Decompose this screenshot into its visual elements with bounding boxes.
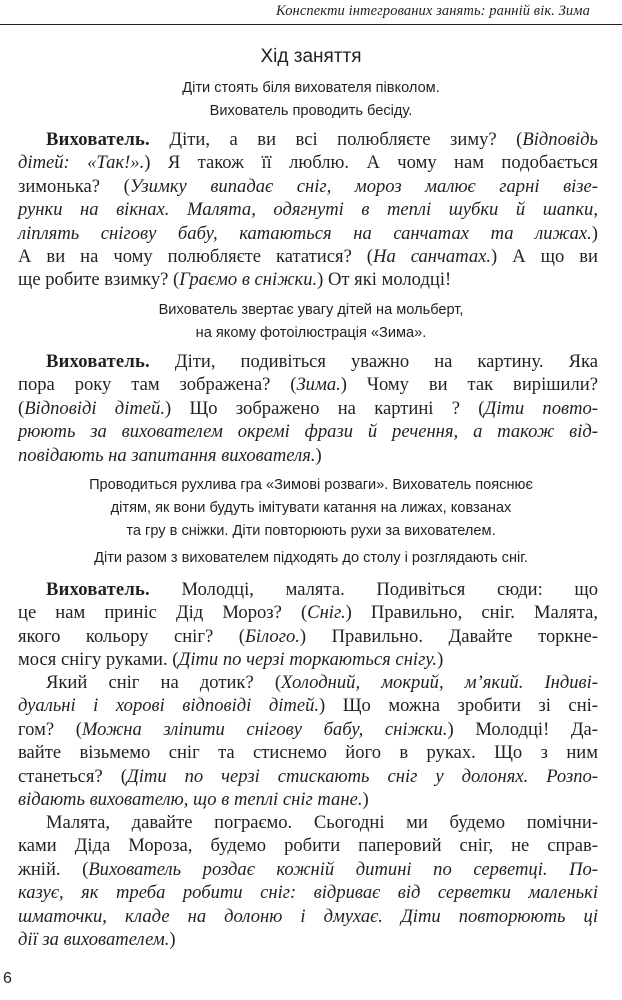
note-line: Вихователь проводить бесіду. [209,103,413,119]
text-line [18,350,598,373]
text-line: рюють за вихователем окремі фрази й речення, а також від- [18,421,598,443]
note-line: дітям, як вони будуть імітувати катання на лижах, ковзанах [110,500,512,516]
text-span: ще робите взимку? ( [18,269,180,291]
text-span: ) Молодці! Да- [447,718,599,740]
text-span: ) Я також її люблю. А чому нам подобається [144,152,598,174]
paragraph-4 [18,671,598,811]
text-span: Діти повто- [484,397,598,419]
stage-direction-2 [0,299,622,345]
stage-direction-4 [0,547,622,570]
text-line [18,222,598,245]
text-line: рунки на вікнах. Малята, одягнуті в теплі шубки й шапки, [18,199,598,221]
text-span: це нам приніс Дід Мороз? ( [18,602,308,624]
text-line: казує, як треба робити сніг: відриває від серветки маленькі [18,882,598,904]
text-span: Граємо в сніжки. [179,269,318,291]
note-line: Проводиться рухлива гра «Зимові розваги». Вихователь пояснює [89,477,533,493]
text-line [18,625,598,648]
text-span: Діти, подивіться уважно на картину. Яка [149,351,598,372]
text-span: ліплять снігову бабу, катаються на санчатах та лижах. [18,222,592,244]
note-line: Вихователь звертає увагу дітей на мольберт, [158,302,464,318]
text-span: зимонька? ( [18,175,130,197]
speaker-label: Вихователь. [46,351,150,372]
text-span: Діти, а ви всі полюбляєте зиму? ( [149,129,523,150]
text-line [18,601,598,624]
text-line: вайте візьмемо сніг та стиснемо його в руках. Що з ним [18,742,598,764]
text-span: дії за вихователем. [18,929,170,951]
text-line [18,788,598,811]
text-line [18,928,598,951]
text-line [18,858,598,881]
text-span: ( [18,397,25,419]
paragraph-2 [18,350,598,467]
text-span: відають вихователю, що в теплі сніг тане. [18,789,363,811]
text-line: Малята, давайте пограємо. Сьогодні ми будемо помічни- [46,812,598,833]
text-span: ) Що можна зробити зі сні- [319,695,598,717]
text-span: Відповідь [522,129,598,150]
text-span: пора року там зображена? ( [18,374,297,396]
text-span: Можна зліпити снігову бабу, сніжки. [81,718,448,740]
note-line: та гру в сніжки. Діти повторюють рухи за вихователем. [126,523,496,539]
text-span: ) [591,222,598,244]
note-line: Діти разом з вихователем підходять до столу і розглядають сніг. [94,550,528,566]
paragraph-3 [18,578,598,672]
text-span: Зима. [296,374,341,396]
text-span: ) Чому ви так вирішили? [340,374,598,396]
text-span: Холодний, мокрий, м’який. Індиві- [281,672,598,693]
text-line: шматочки, кладе на долоню і дмухає. Діти повторюють ці [18,905,598,927]
text-line [18,694,598,717]
text-span: Білого. [244,625,300,647]
text-span: гом? ( [18,718,82,740]
note-line: Діти стоять біля вихователя півколом. [182,80,440,96]
section-title: Хід заняття [260,46,362,67]
text-span: жній. ( [18,858,89,880]
text-line [18,718,598,741]
text-span: мося снігу руками. ( [18,649,179,671]
text-line [18,397,598,420]
text-line [18,175,598,198]
text-span: ) [169,929,176,951]
text-span: Вихователь роздає кожній дитині по серветці. По- [88,858,598,880]
running-title: Конспекти інтегрованих занять: ранній вік. Зима [276,3,590,19]
text-span: Діти по черзі стискають сніг у долонях. Розпо- [126,765,598,787]
text-span: ) [315,444,322,466]
text-line [18,373,598,396]
text-span: Відповіді дітей. [24,397,166,419]
text-span: дітей: «Так!». [18,152,145,174]
speaker-label: Вихователь. [46,579,150,600]
text-line [18,578,598,601]
text-span: ) А що ви [491,246,598,268]
text-line [18,128,598,151]
text-span: Який сніг на дотик? ( [46,672,282,693]
text-span: станеться? ( [18,765,127,787]
note-line: на якому фотоілюстрація «Зима». [195,325,427,341]
text-span: дуальні і хорові відповіді дітей. [18,695,320,717]
text-line [18,151,598,174]
text-line [18,671,598,694]
page-number: 6 [3,970,12,987]
paragraph-5 [18,811,598,951]
text-span: ) Що зображено на картині ? ( [165,397,485,419]
page-header [0,0,622,25]
text-line [18,648,598,671]
text-span: А ви на чому полюбляєте кататися? ( [18,246,374,268]
stage-direction-3 [0,474,622,543]
speaker-label: Вихователь. [46,129,150,150]
text-line [18,765,598,788]
stage-direction-1 [0,77,622,123]
text-span: якого кольору сніг? ( [18,625,245,647]
text-span: ) Правильно. Давайте торкне- [299,625,598,647]
text-span: повідають на запитання вихователя. [18,444,316,466]
text-span: На санчатах. [373,246,492,268]
text-span: Узимку випадає сніг, мороз малює гарні візе- [129,175,599,197]
text-line [18,245,598,268]
text-span: Сніг. [307,602,346,624]
text-line [18,268,598,291]
text-span: Молодці, малята. Подивіться сюди: що [149,579,598,600]
text-span: ) [437,649,444,671]
text-span: ) Правильно, сніг. Малята, [345,602,598,624]
text-span: ) [362,789,369,811]
text-span: ) От які молодці! [317,269,452,291]
text-line: ками Діда Мороза, будемо робити паперовий сніг, не справ- [18,835,598,857]
text-span: Діти по черзі торкаються снігу. [178,649,438,671]
paragraph-1 [18,128,598,292]
text-line [18,444,598,467]
